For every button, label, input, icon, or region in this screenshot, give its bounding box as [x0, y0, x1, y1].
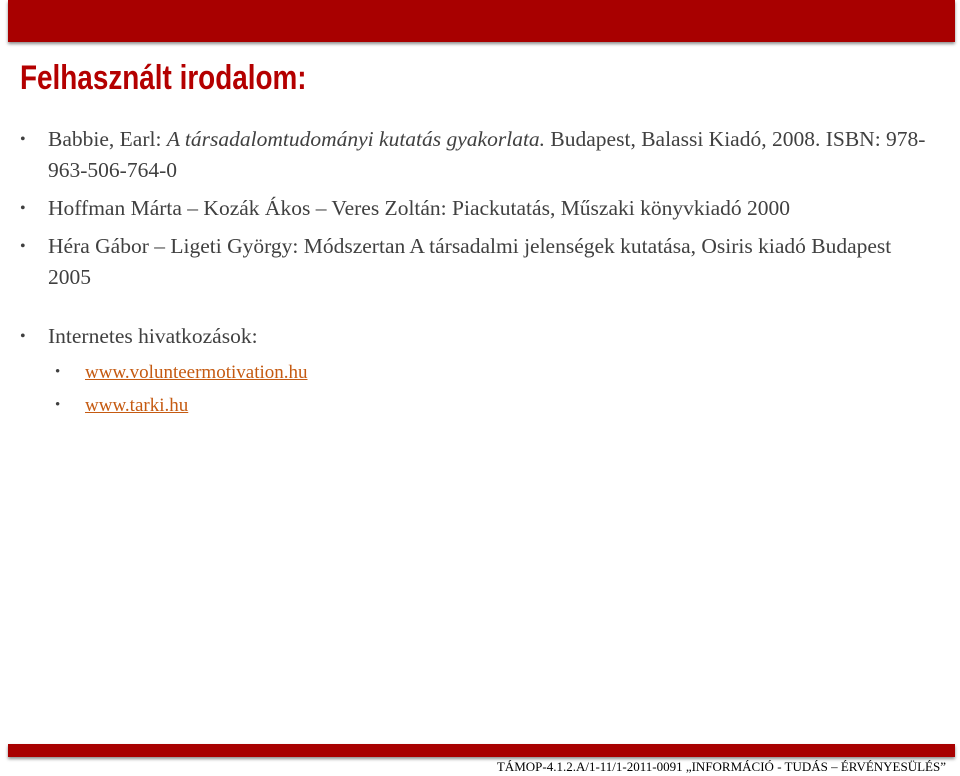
reference-author: Babbie, Earl: — [48, 127, 167, 151]
bullet-icon: • — [20, 131, 26, 148]
page-title: Felhasznált irodalom: — [20, 59, 307, 97]
reference-text: Héra Gábor – Ligeti György: Módszertan A társadalmi jelenségek kutatása, Osiris kiadó Budapest 2005 — [48, 234, 892, 289]
link-item — [48, 356, 932, 389]
bullet-icon: • — [20, 200, 26, 217]
bullet-icon: • — [55, 364, 61, 380]
reference-text: Hoffman Márta – Kozák Ákos – Veres Zoltán: Piackutatás, Műszaki könyvkiadó 2000 — [48, 196, 791, 220]
link-volunteermotivation[interactable]: www.volunteermotivation.hu — [85, 362, 308, 383]
reference-details: Budapest, Balassi Kiadó, 2008. ISBN: 978-963-506-764-0 — [48, 127, 926, 182]
reference-item — [20, 124, 932, 186]
reference-list — [20, 124, 932, 429]
bullet-icon: • — [20, 238, 26, 255]
footer-text: TÁMOP-4.1.2.A/1-11/1-2011-0091 „INFORMÁCIÓ - TUDÁS – ÉRVÉNYESÜLÉS” — [496, 759, 946, 774]
footer-bar — [8, 744, 955, 757]
link-list — [48, 356, 932, 422]
reference-item — [20, 231, 932, 293]
bullet-icon: • — [20, 328, 26, 345]
header-bar — [8, 0, 955, 42]
link-item — [48, 389, 932, 422]
reference-item — [20, 193, 932, 224]
link-tarki[interactable]: www.tarki.hu — [85, 395, 189, 416]
bullet-icon: • — [55, 397, 61, 413]
reference-work-title: A társadalomtudományi kutatás gyakorlata. — [166, 127, 546, 151]
internet-section — [20, 321, 932, 422]
internet-heading: Internetes hivatkozások: — [48, 324, 258, 348]
